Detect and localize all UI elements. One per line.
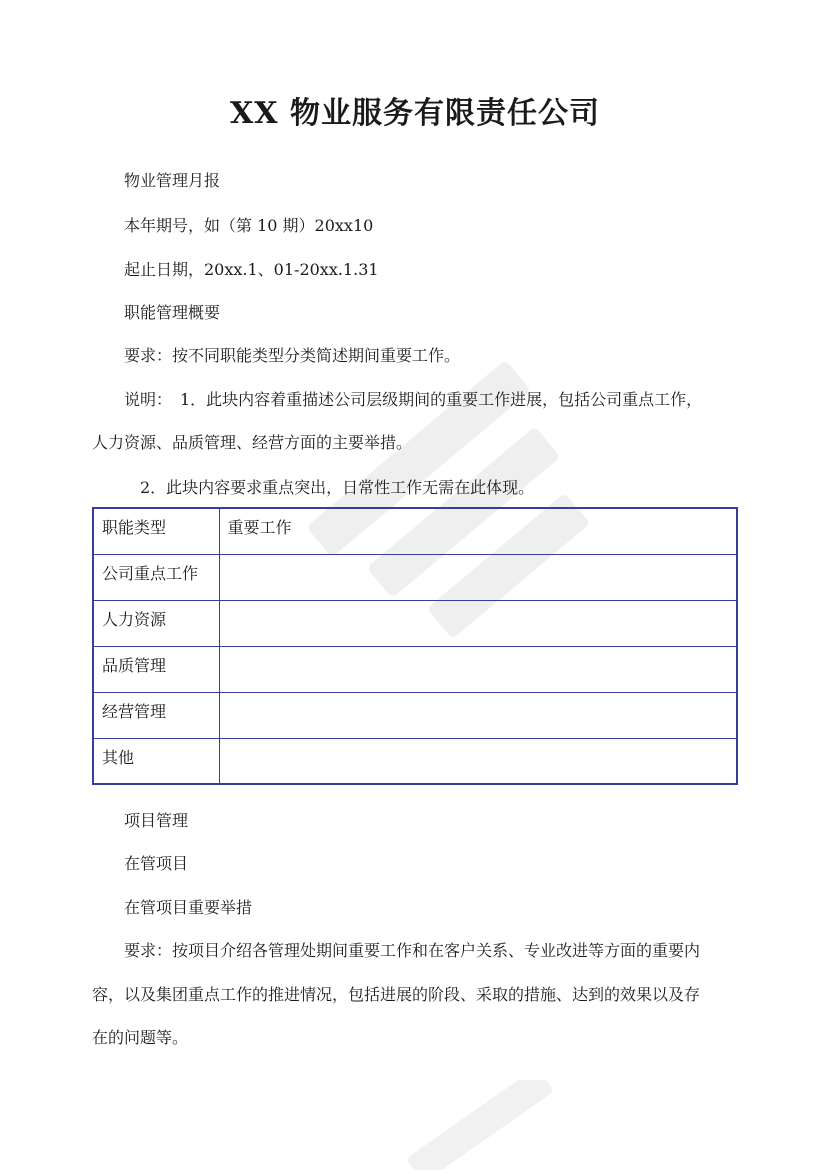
table-row	[93, 600, 737, 646]
table-cell-work	[219, 600, 737, 646]
table-row	[93, 738, 737, 784]
issue-number-line: 本年期号，如（第 10 期）20xx10	[124, 216, 374, 235]
note-line-1: 说明： 1．此块内容着重描述公司层级期间的重要工作进展，包括公司重点工作，	[124, 390, 703, 409]
section-heading-functional: 职能管理概要	[124, 303, 221, 322]
table-cell-work	[219, 646, 737, 692]
function-table	[92, 507, 738, 785]
table-row	[93, 554, 737, 600]
company-title: XX 物业服务有限责任公司	[230, 96, 600, 131]
section-heading-project: 项目管理	[124, 811, 189, 830]
table-header-cell: 职能类型	[93, 508, 219, 554]
report-heading: 物业管理月报	[124, 171, 221, 190]
table-cell-type: 其他	[93, 738, 219, 784]
table-cell-work	[219, 554, 737, 600]
date-range-line: 起止日期，20xx.1、01-20xx.1.31	[124, 260, 379, 279]
table-cell-work	[219, 692, 737, 738]
table-cell-type: 品质管理	[93, 646, 219, 692]
requirement-line: 要求：按不同职能类型分类简述期间重要工作。	[124, 346, 461, 365]
table-header-cell: 重要工作	[219, 508, 737, 554]
note-line-2: 2．此块内容要求重点突出，日常性工作无需在此体现。	[140, 478, 535, 497]
table-row	[93, 692, 737, 738]
note-line-1-continued: 人力资源、品质管理、经营方面的主要举措。	[92, 433, 413, 452]
table-cell-type: 人力资源	[93, 600, 219, 646]
managed-projects-measures-heading: 在管项目重要举措	[124, 898, 253, 917]
table-cell-type: 经营管理	[93, 692, 219, 738]
watermark-graphic-bottom	[380, 1080, 580, 1170]
project-requirement-line-1: 要求：按项目介绍各管理处期间重要工作和在客户关系、专业改进等方面的重要内	[124, 941, 701, 960]
project-requirement-line-2: 容，以及集团重点工作的推进情况，包括进展的阶段、采取的措施、达到的效果以及存	[92, 985, 701, 1004]
managed-projects-heading: 在管项目	[124, 854, 189, 873]
table-header-row	[93, 508, 737, 554]
table-cell-work	[219, 738, 737, 784]
project-requirement-line-3: 在的问题等。	[92, 1028, 189, 1047]
table-cell-type: 公司重点工作	[93, 554, 219, 600]
table-row	[93, 646, 737, 692]
